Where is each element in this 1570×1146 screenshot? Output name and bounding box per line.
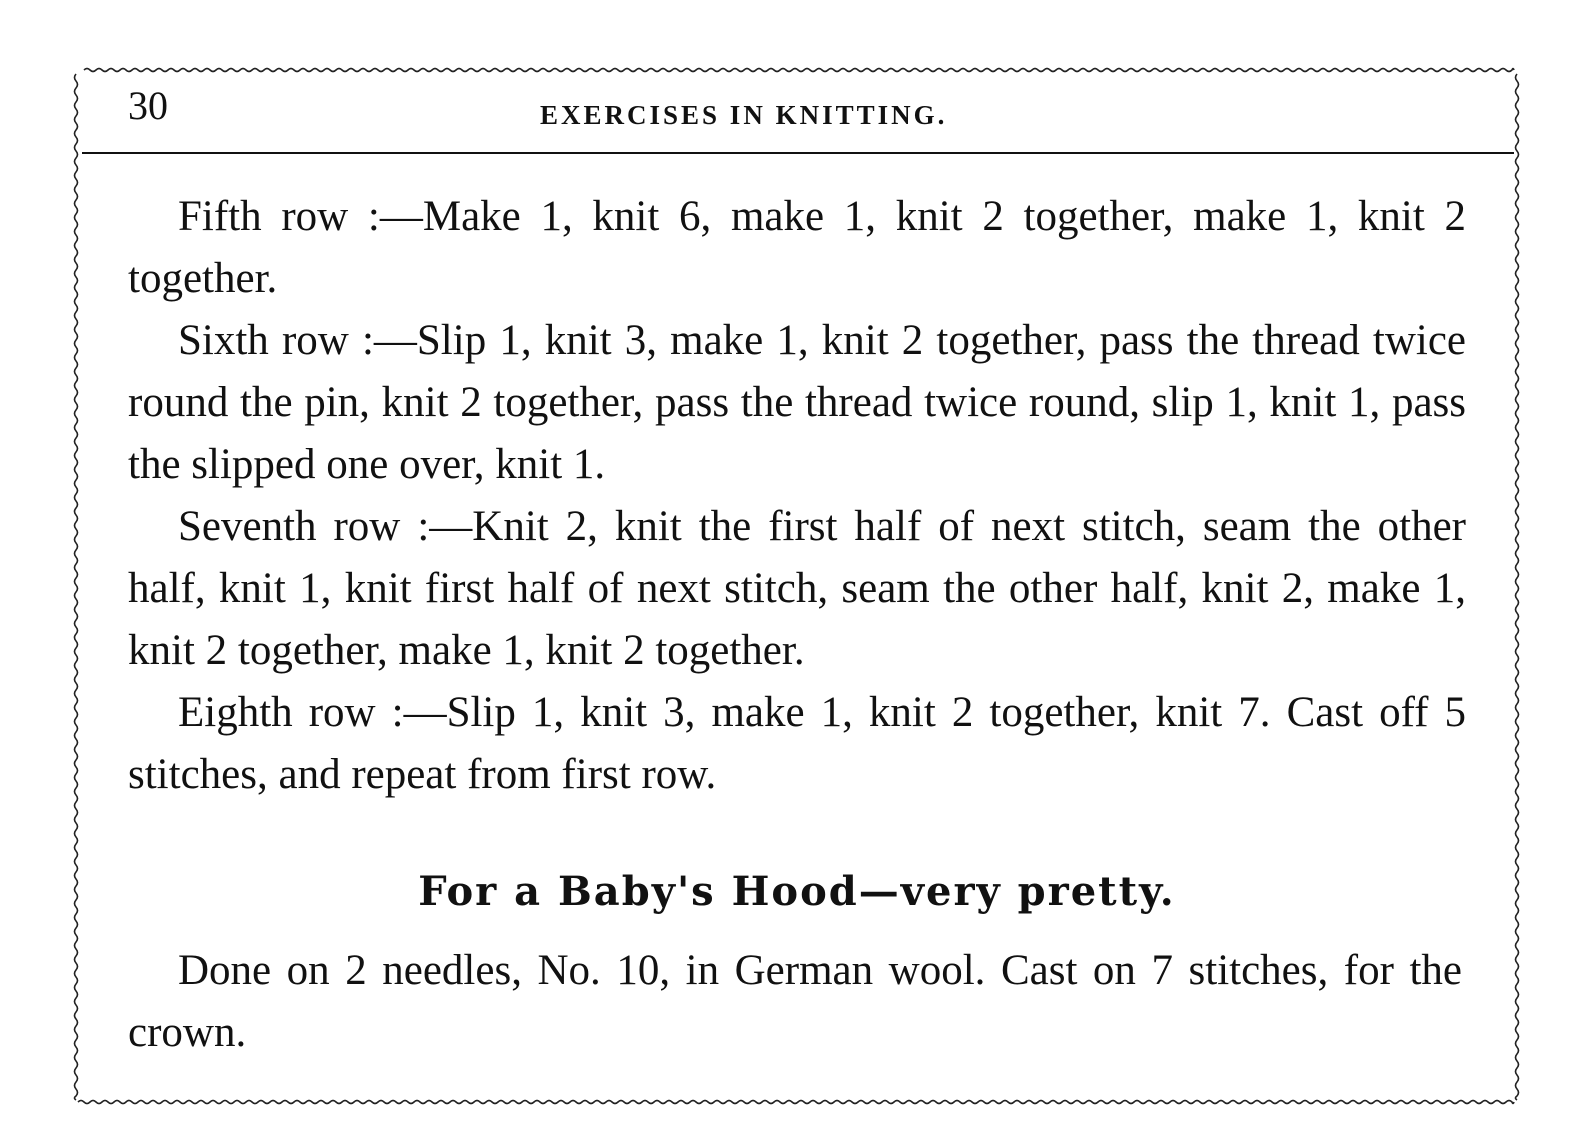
paragraph-eighth-row: Eighth row :—Slip 1, knit 3, make 1, knit 2 together, knit 7. Cast off 5 stitches, and repeat from first row. — [128, 689, 1466, 798]
section-heading: For a Baby's Hood—very pretty. — [418, 868, 1176, 915]
paragraph-sixth-row: Sixth row :—Slip 1, knit 3, make 1, knit 2 together, pass the thread twice round the pin, knit 2 together, pass the thread twice round, slip 1, knit 1, pass the slipped one over, knit 1. — [128, 317, 1466, 488]
paragraph-baby-hood-intro: Done on 2 needles, No. 10, in German wool. Cast on 7 stitches, for the crown. — [128, 947, 1462, 1056]
body-text-section-1 — [128, 186, 1466, 806]
running-head: EXERCISES IN KNITTING. — [540, 100, 948, 130]
paragraph-fifth-row: Fifth row :—Make 1, knit 6, make 1, knit 2 together, make 1, knit 2 together. — [128, 193, 1466, 302]
header-rule — [82, 152, 1514, 154]
paragraph-seventh-row: Seventh row :—Knit 2, knit the first half of next stitch, seam the other half, knit 1, knit first half of next stitch, seam the other half, knit 2, make 1, knit 2 together, make 1, knit 2 together. — [128, 503, 1466, 674]
body-text-section-2 — [128, 940, 1462, 1064]
page-number: 30 — [128, 83, 168, 128]
